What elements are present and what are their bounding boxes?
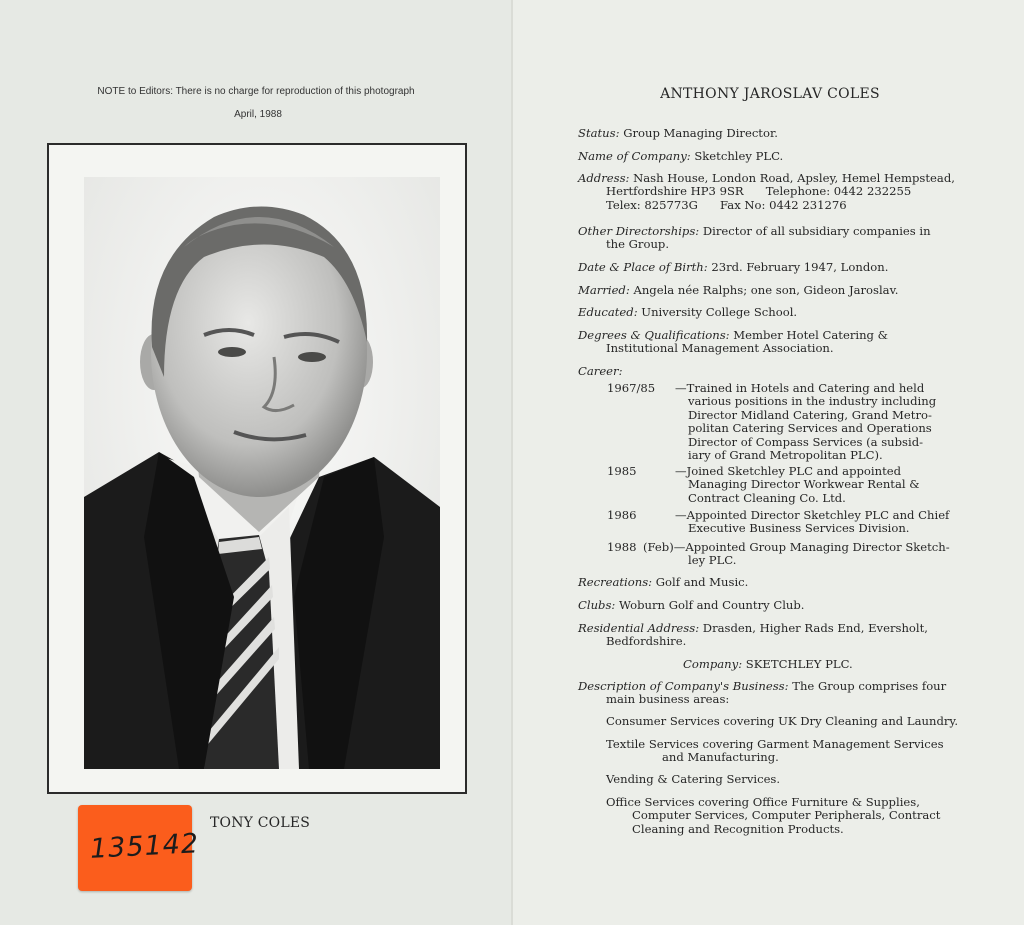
married-label: Married: bbox=[578, 283, 630, 297]
career-line: Director of Compass Services (a subsid- bbox=[688, 434, 924, 449]
educated-field bbox=[578, 306, 968, 319]
residential-line-2: Bedfordshire. bbox=[606, 634, 687, 649]
archive-number: 135142 bbox=[89, 828, 200, 865]
career-line: various positions in the industry including bbox=[688, 394, 937, 409]
status-value: Group Managing Director. bbox=[623, 126, 778, 140]
career-line: Contract Cleaning Co. Ltd. bbox=[688, 490, 846, 505]
educated-value: University College School. bbox=[641, 305, 798, 319]
career-year: 1985 bbox=[607, 464, 637, 478]
career-line: Managing Director Workwear Rental & bbox=[688, 477, 920, 492]
clubs-field bbox=[578, 599, 968, 612]
service-item bbox=[606, 773, 970, 786]
recreations-field bbox=[578, 576, 968, 589]
career-description bbox=[643, 540, 950, 568]
editor-note: NOTE to Editors: There is no charge for reproduction of this photograph bbox=[97, 86, 415, 97]
description-line-2: main business areas: bbox=[606, 692, 730, 707]
recreations-label: Recreations: bbox=[578, 575, 653, 589]
residential-field bbox=[578, 622, 968, 649]
bio-title: ANTHONY JAROSLAV COLES bbox=[660, 86, 880, 102]
birth-value: 23rd. February 1947, London. bbox=[711, 260, 889, 274]
degrees-line-2: Institutional Management Association. bbox=[606, 341, 834, 356]
career-line: iary of Grand Metropolitan PLC). bbox=[688, 448, 883, 463]
career-description bbox=[675, 382, 965, 462]
educated-label: Educated: bbox=[578, 305, 638, 319]
career-line: Director Midland Catering, Grand Metro- bbox=[688, 407, 932, 422]
service-line: Cleaning and Recognition Products. bbox=[632, 821, 844, 836]
directorships-line-1: Director of all subsidiary companies in bbox=[702, 224, 931, 238]
career-line: ley PLC. bbox=[688, 553, 737, 568]
residential-label: Residential Address: bbox=[578, 621, 700, 635]
portrait-photo bbox=[84, 177, 440, 769]
career-heading bbox=[578, 365, 968, 378]
release-date: April, 1988 bbox=[234, 109, 282, 120]
birth-label: Date & Place of Birth: bbox=[578, 260, 708, 274]
birth-field bbox=[578, 261, 968, 274]
clubs-label: Clubs: bbox=[578, 598, 616, 612]
career-line: —Joined Sketchley PLC and appointed bbox=[675, 464, 902, 478]
status-field bbox=[578, 127, 968, 140]
degrees-field bbox=[578, 329, 968, 356]
clubs-value: Woburn Golf and Country Club. bbox=[619, 598, 805, 612]
career-year: 1967/85 bbox=[607, 381, 656, 395]
description-line-1: The Group comprises four bbox=[792, 679, 947, 693]
address-label: Address: bbox=[578, 171, 630, 185]
directorships-line-2: the Group. bbox=[606, 237, 670, 252]
career-line: politan Catering Services and Operations bbox=[688, 421, 932, 436]
career-year: 1986 bbox=[607, 508, 637, 522]
company-value: Sketchley PLC. bbox=[694, 149, 784, 163]
married-value: Angela née Ralphs; one son, Gideon Jaroslav. bbox=[633, 283, 899, 297]
company-heading bbox=[683, 657, 853, 671]
married-field bbox=[578, 284, 968, 297]
career-line: (Feb)—Appointed Group Managing Director Sketch- bbox=[643, 540, 950, 554]
residential-line-1: Drasden, Higher Rads End, Eversholt, bbox=[702, 621, 928, 635]
company-label: Name of Company: bbox=[578, 149, 691, 163]
career-description bbox=[675, 465, 965, 505]
degrees-label: Degrees & Qualifications: bbox=[578, 328, 730, 342]
career-year: 1988 bbox=[607, 540, 637, 554]
service-line: Computer Services, Computer Peripherals, Contract bbox=[632, 808, 941, 823]
recreations-value: Golf and Music. bbox=[655, 575, 749, 589]
address-line-3: Telex: 825773G Fax No: 0442 231276 bbox=[606, 197, 847, 212]
address-line-2: Hertfordshire HP3 9SR Telephone: 0442 232255 bbox=[606, 184, 912, 199]
description-label: Description of Company's Business: bbox=[578, 679, 789, 693]
description-field bbox=[578, 680, 968, 707]
career-line: Executive Business Services Division. bbox=[688, 521, 910, 536]
service-item bbox=[606, 715, 970, 728]
page-fold bbox=[511, 0, 513, 925]
service-line: Office Services covering Office Furniture & Supplies, bbox=[606, 795, 920, 809]
directorships-field bbox=[578, 225, 968, 252]
service-line: Textile Services covering Garment Management Services bbox=[606, 737, 944, 751]
status-label: Status: bbox=[578, 126, 620, 140]
service-item bbox=[606, 796, 970, 836]
photo-caption: TONY COLES bbox=[210, 815, 311, 831]
career-description bbox=[675, 509, 965, 536]
career-line: —Appointed Director Sketchley PLC and Chief bbox=[675, 508, 950, 522]
directorships-label: Other Directorships: bbox=[578, 224, 700, 238]
degrees-line-1: Member Hotel Catering & bbox=[733, 328, 888, 342]
service-line: Consumer Services covering UK Dry Cleaning and Laundry. bbox=[606, 714, 959, 728]
service-line: and Manufacturing. bbox=[662, 750, 779, 765]
archive-number-sticker bbox=[78, 805, 200, 891]
company-heading-value: SKETCHLEY PLC. bbox=[745, 657, 853, 671]
career-label: Career: bbox=[578, 364, 623, 378]
company-field bbox=[578, 150, 968, 163]
company-heading-label: Company: bbox=[683, 657, 743, 671]
service-line: Vending & Catering Services. bbox=[606, 772, 781, 786]
address-line-1: Nash House, London Road, Apsley, Hemel Hempstead, bbox=[633, 171, 955, 185]
service-item bbox=[606, 738, 970, 765]
address-field bbox=[578, 172, 968, 212]
career-line: —Trained in Hotels and Catering and held bbox=[675, 381, 925, 395]
